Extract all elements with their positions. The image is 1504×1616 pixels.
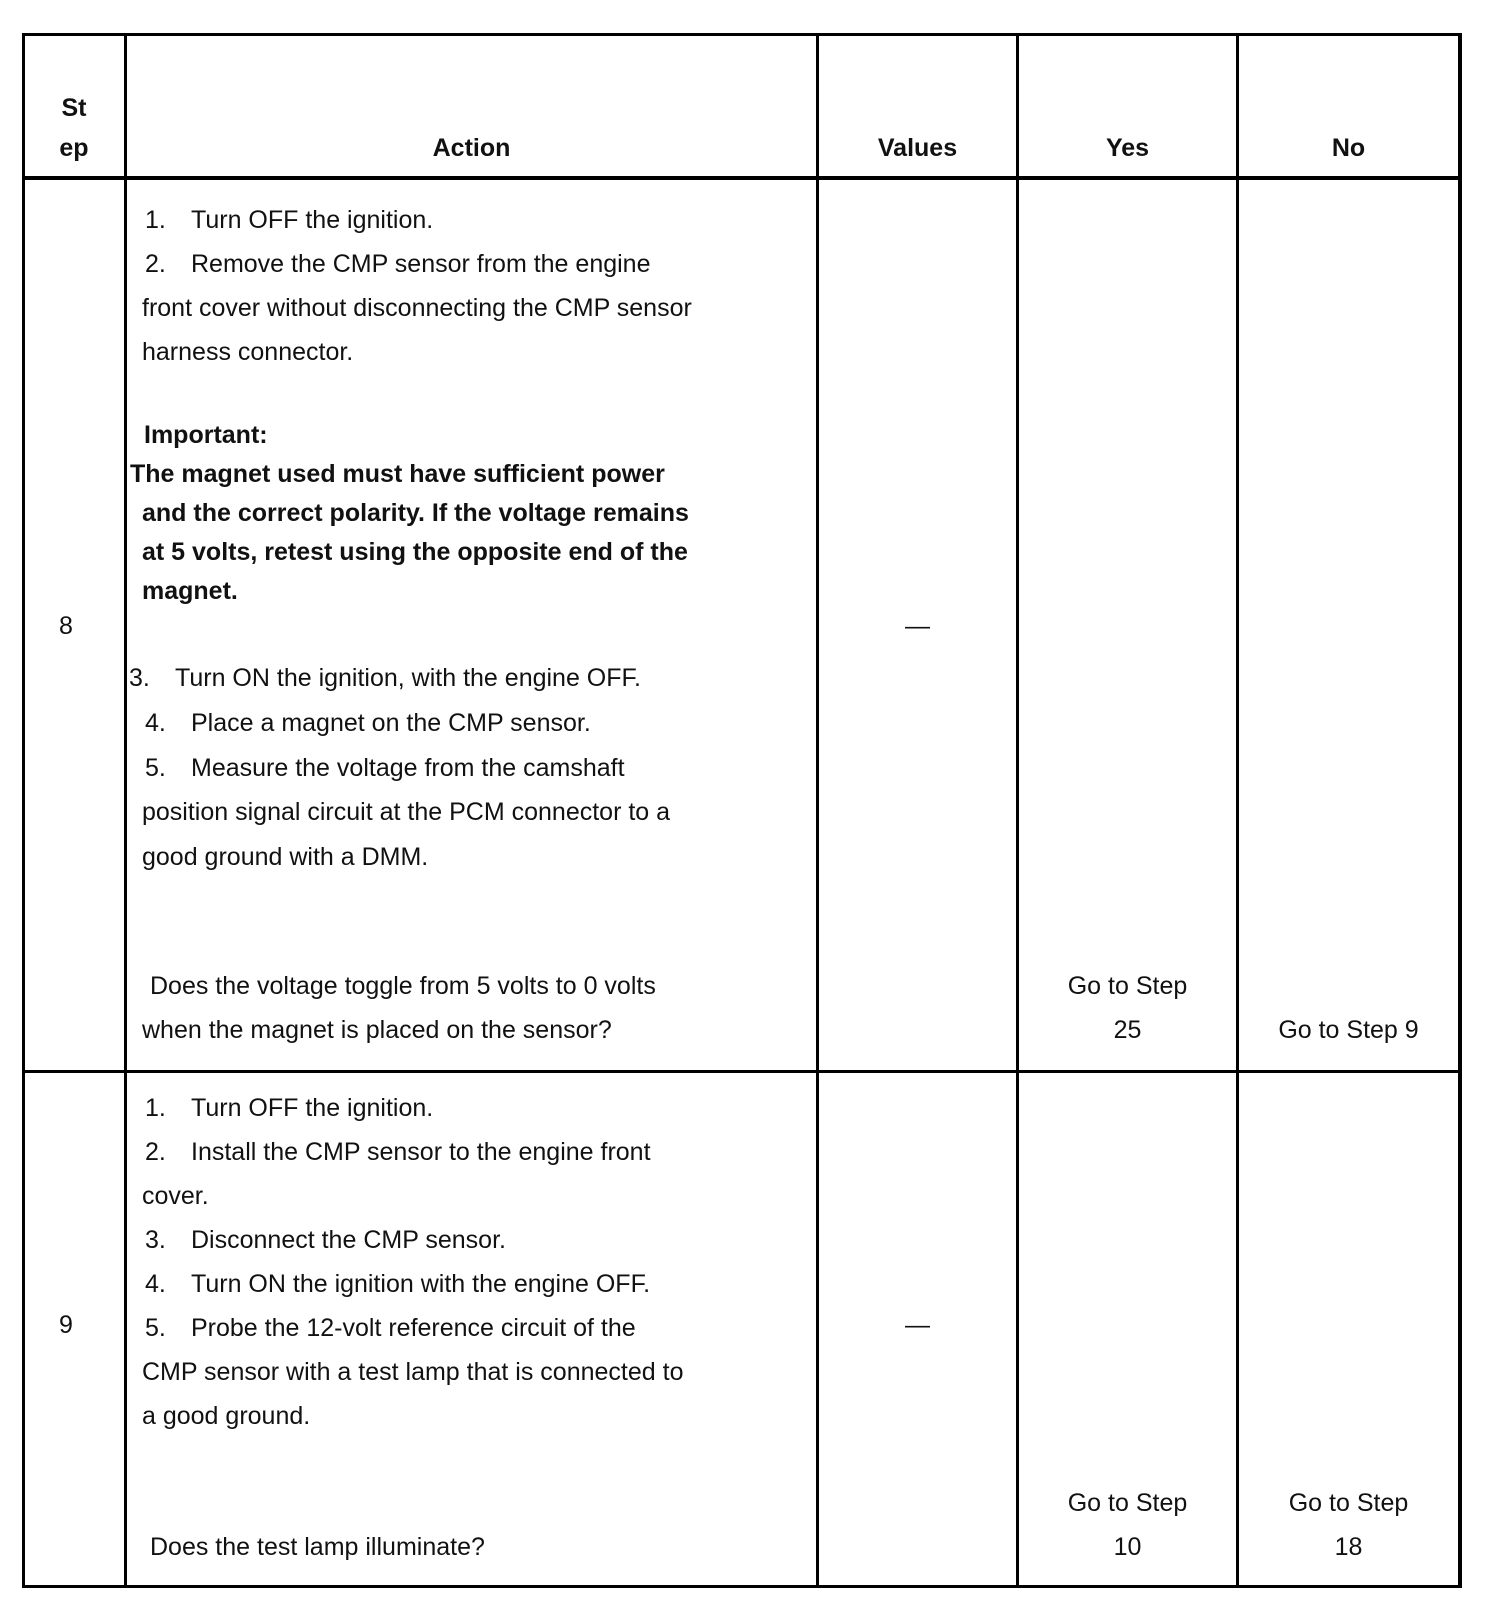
action-item-text: Turn ON the ignition, with the engine OFF. [175,664,641,692]
action-item-number: 5. [145,1314,166,1342]
col-divider-step-action [124,33,127,1588]
no-cell: Go to Step 9 [1278,1016,1419,1044]
step-number: 8 [59,612,73,640]
yes-line: 25 [1113,1016,1142,1044]
table-border-bottom [22,1585,1462,1588]
action-item [145,198,433,242]
action-item [145,1086,433,1130]
yes-line: Go to Step [1067,1489,1188,1517]
question-line: when the magnet is placed on the sensor? [142,1016,612,1044]
header-step-line2: ep [59,134,89,162]
action-item-number: 5. [145,754,166,782]
header-divider [22,176,1462,180]
yes-line: 10 [1113,1533,1142,1561]
important-label: Important: [144,421,268,449]
action-item-text: Measure the voltage from the camshaft [191,754,625,782]
action-item-number: 3. [145,1226,166,1254]
action-item-number: 4. [145,709,166,737]
action-item-text: Remove the CMP sensor from the engine [191,250,651,278]
action-item [145,701,591,745]
action-item-continuation: cover. [142,1182,209,1210]
yes-cell [1019,964,1236,1052]
values-cell: — [905,1311,930,1339]
values-cell: — [905,612,930,640]
col-divider-action-values [816,33,819,1588]
header-step-line1: St [61,94,87,122]
action-item-text: Turn OFF the ignition. [191,206,434,234]
action-item-number: 3. [129,664,150,692]
no-line: 18 [1334,1533,1363,1561]
action-item-text: Disconnect the CMP sensor. [191,1226,506,1254]
no-cell [1239,1481,1458,1569]
action-item [145,1262,650,1306]
action-item-number: 2. [145,1138,166,1166]
row-divider [22,1070,1462,1073]
important-note-line: The magnet used must have sufficient power [130,460,665,488]
header-values: Values [877,134,958,162]
header-step [24,88,124,168]
action-item-text: Probe the 12-volt reference circuit of the [191,1314,636,1342]
action-item [145,746,625,790]
action-item [145,1306,636,1350]
action-item [145,242,651,286]
table-border-right [1458,33,1462,1588]
yes-cell [1019,1481,1236,1569]
important-note-line: magnet. [142,577,238,605]
header-action: Action [432,134,511,162]
action-item-continuation: CMP sensor with a test lamp that is connected to [142,1358,684,1386]
question-line: Does the test lamp illuminate? [150,1533,485,1561]
action-item-number: 1. [145,206,166,234]
action-item-continuation: position signal circuit at the PCM connector to a [142,798,671,826]
action-item-number: 1. [145,1094,166,1122]
action-item-number: 4. [145,1270,166,1298]
action-item-continuation: good ground with a DMM. [142,843,429,871]
action-item-text: Install the CMP sensor to the engine front [191,1138,651,1166]
header-yes: Yes [1105,134,1150,162]
table-border-top [22,33,1462,36]
no-line: Go to Step [1288,1489,1409,1517]
important-note-line: at 5 volts, retest using the opposite end of the [142,538,688,566]
step-number: 9 [59,1311,73,1339]
action-item-text: Place a magnet on the CMP sensor. [191,709,591,737]
action-item-text: Turn ON the ignition with the engine OFF. [191,1270,651,1298]
important-note-line: and the correct polarity. If the voltage remains [142,499,689,527]
action-item-text: Turn OFF the ignition. [191,1094,434,1122]
action-item [145,1218,506,1262]
action-item-continuation: harness connector. [142,338,354,366]
col-divider-yes-no [1236,33,1239,1588]
action-item-continuation: front cover without disconnecting the CMP sensor [142,294,692,322]
question-line: Does the voltage toggle from 5 volts to 0 volts [150,972,656,1000]
yes-line: Go to Step [1067,972,1188,1000]
col-divider-values-yes [1016,33,1019,1588]
action-item [129,656,641,700]
action-item-number: 2. [145,250,166,278]
table-border-left [22,33,25,1588]
action-item-continuation: a good ground. [142,1402,311,1430]
header-no: No [1331,134,1366,162]
action-item [145,1130,651,1174]
